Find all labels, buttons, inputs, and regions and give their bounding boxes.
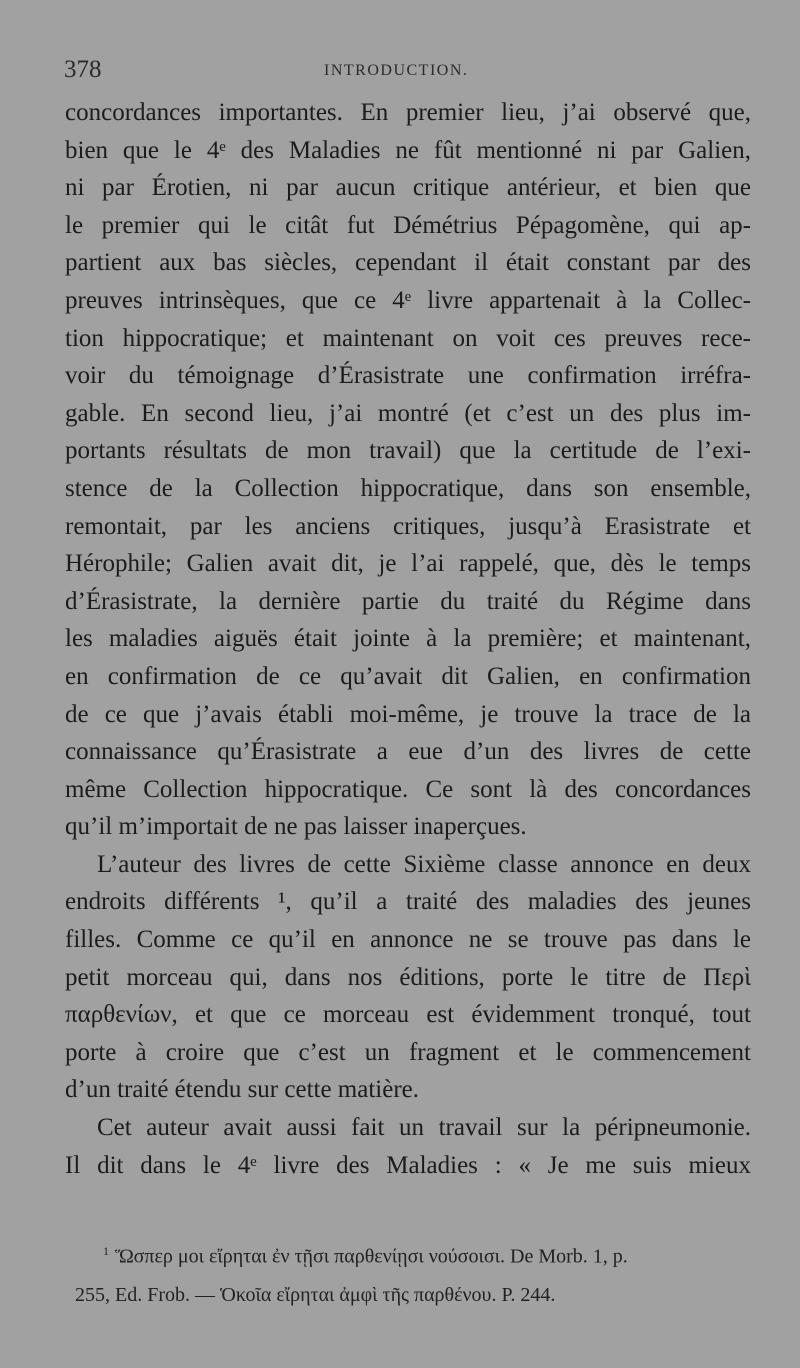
text-line: concordances importantes. En premier lieu, j’ai observé que, <box>65 99 751 126</box>
text-line: tion hippocratique; et maintenant on voit ces preuves rece- <box>65 324 751 352</box>
text-line: stence de la Collection hippocratique, dans son ensemble, <box>65 474 751 502</box>
text-line: d’Érasistrate, la dernière partie du traité du Régime dans <box>65 587 751 615</box>
text-line: porte à croire que c’est un fragment et le commencement <box>65 1038 751 1066</box>
text-line: qu’il m’importait de ne pas laisser inaperçues. <box>65 813 527 841</box>
text-line: endroits différents ¹, qu’il a traité des maladies des jeunes <box>65 888 751 916</box>
text-line: les maladies aiguës était jointe à la première; et maintenant, <box>65 625 751 653</box>
text-line: en confirmation de ce qu’avait dit Galien, en confirmation <box>65 662 751 690</box>
text-line: Cet auteur avait aussi fait un travail sur la péripneumonie. <box>97 1114 751 1142</box>
page-header <box>64 56 750 88</box>
footnote-line: 255, Ed. Frob. — Ὁκοῖα εἴρηται ἀμφὶ τῆς παρθένου. P. 244. <box>75 1283 556 1306</box>
text-line: filles. Comme ce qu’il en annonce ne se trouve pas dans le <box>65 926 751 954</box>
text-line: de ce que j’avais établi moi-même, je trouve la trace de la <box>65 700 751 728</box>
text-line: le premier qui le citât fut Démétrius Pépagomène, qui ap- <box>65 211 751 239</box>
text-line: portants résultats de mon travail) que la certitude de l’exi- <box>65 437 751 465</box>
footnotes <box>75 1232 751 1314</box>
text-line: Il dit dans le 4ᵉ livre des Maladies : « Je me suis mieux <box>65 1151 751 1179</box>
text-line: L’auteur des livres de cette Sixième classe annonce en deux <box>97 850 751 878</box>
text-line: petit morceau qui, dans nos éditions, porte le titre de Περὶ <box>65 963 751 991</box>
text-line: gable. En second lieu, j’ai montré (et c’est un des plus im- <box>65 399 751 427</box>
footnote-line <box>75 1232 751 1276</box>
text-line: παρθενίων, et que ce morceau est évidemment tronqué, tout <box>65 1001 751 1029</box>
text-line: connaissance qu’Érasistrate a eue d’un des livres de cette <box>65 738 751 766</box>
page-number: 378 <box>64 56 102 83</box>
text-line: bien que le 4ᵉ des Maladies ne fût mentionné ni par Galien, <box>65 136 751 164</box>
text-line: même Collection hippocratique. Ce sont là des concordances <box>65 775 751 803</box>
text-line: voir du témoignage d’Érasistrate une confirmation irréfra- <box>65 362 751 390</box>
text-line: preuves intrinsèques, que ce 4ᵉ livre appartenait à la Collec- <box>65 286 751 314</box>
text-line: Hérophile; Galien avait dit, je l’ai rappelé, que, dès le temps <box>65 550 751 578</box>
text-line: ni par Érotien, ni par aucun critique antérieur, et bien que <box>65 174 751 202</box>
body-text <box>65 94 751 1184</box>
text-line: d’un traité étendu sur cette matière. <box>65 1076 420 1104</box>
text-line: remontait, par les anciens critiques, jusqu’à Erasistrate et <box>65 512 751 540</box>
footnote-marker: 1 <box>103 1244 109 1258</box>
footnote-text: Ὥσπερ μοι εἴρηται ἐν τῇσι παρθενίῃσι νούσοισι. De Morb. 1, p. <box>115 1245 628 1268</box>
text-line: partient aux bas siècles, cependant il était constant par des <box>65 249 751 277</box>
running-head: INTRODUCTION. <box>324 62 469 79</box>
